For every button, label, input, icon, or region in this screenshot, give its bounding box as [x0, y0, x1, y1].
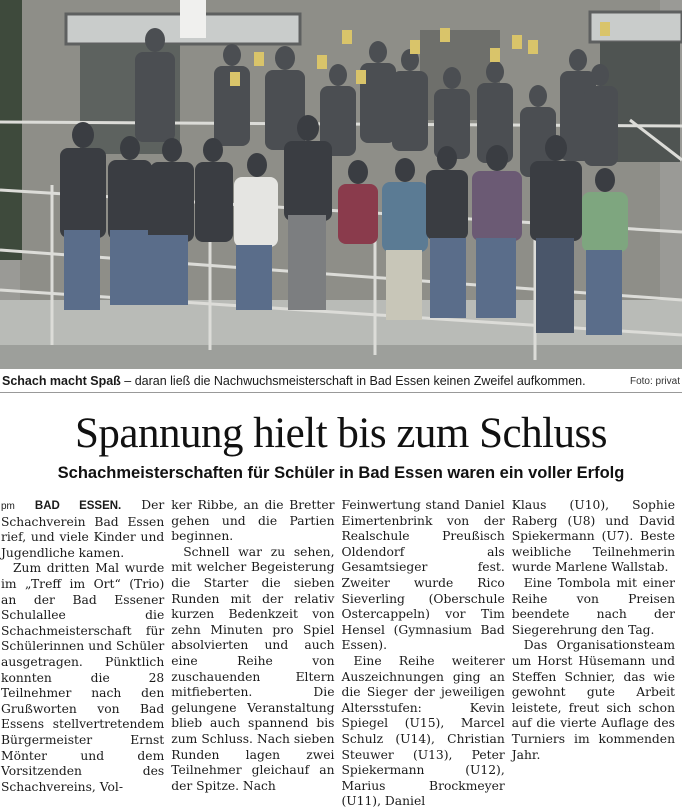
- photo-credit: Foto: privat: [629, 375, 680, 387]
- paragraph: Der Schachverein Bad Essen rief, und viele Kinder und Jugendliche kamen.: [1, 498, 165, 560]
- group-photo-illustration: [0, 0, 682, 369]
- article-body: [1, 498, 681, 809]
- paragraph: Feinwertung stand Daniel Eimertenbrink von der Realschule Preußisch Oldendorf als Gesamtsieger fest. Zweiter wurde Rico Sieverling (Oberschule Ostercappeln) vor Tim Hensel (Gymnasium Bad Essen).: [341, 498, 505, 653]
- paragraph: Klaus (U10), Sophie Raberg (U8) und David Spiekermann (U7). Beste weibliche Teilnehmerin wurde Marlene Wallstab.: [511, 498, 675, 575]
- divider: [0, 392, 682, 393]
- place-name: BAD ESSEN.: [34, 500, 122, 512]
- photo-caption: [2, 372, 680, 390]
- headline: Spannung hielt bis zum Schluss: [74, 410, 608, 457]
- caption-text: [2, 374, 586, 388]
- caption-rest: – daran ließ die Nachwuchsmeisterschaft in Bad Essen keinen Zweifel aufkommen.: [120, 374, 586, 388]
- dateline: pm: [1, 501, 15, 512]
- subheadline: Schachmeisterschaften für Schüler in Bad Essen waren ein voller Erfolg: [57, 464, 625, 482]
- article-column-1: [1, 498, 165, 794]
- paragraph: ker Ribbe, an die Bretter gehen und die Partien beginnen.: [171, 498, 335, 544]
- paragraph: Zum dritten Mal wurde im „Treff im Ort“ (Trio) an der Bad Essener Schulallee die Schachmeisterschaft für Schülerinnen und Schüler ausgetragen. Pünktlich konnten die 28 Teilnehmer nach den Grußworten von Bad Essens stellvertretendem Bürgermeister Ernst Mönter und dem Vorsitzenden des Schachvereins, Vol-: [1, 561, 165, 794]
- caption-bold: Schach macht Spaß: [2, 374, 121, 388]
- article-column-4: [511, 498, 675, 762]
- paragraph: Eine Tombola mit einer Reihe von Preisen beendete nach der Siegerehrung den Tag.: [511, 575, 675, 637]
- article-column-3: [341, 498, 505, 809]
- news-photo: [0, 0, 682, 369]
- paragraph: Das Organisationsteam um Horst Hüsemann und Steffen Schnier, das wie gewohnt gute Arbeit leistete, freut sich schon auf die vierte Auflage des Turniers im kommenden Jahr.: [511, 638, 675, 762]
- paragraph: Schnell war zu sehen, mit welcher Begeisterung die Starter die sieben Runden mit der relativ kurzen Bedenkzeit von zehn Minuten pro Spiel absolvierten und auch eine Reihe von zuschauenden Eltern mitfieberten. Die gelungene Veranstaltung blieb auch spannend bis zum Schluss. Nach sieben Runden lagen zwei Teilnehmer gleichauf an der Spitze. Nach: [171, 544, 335, 793]
- article-column-2: [171, 498, 335, 793]
- paragraph: Eine Reihe weiterer Auszeichnungen ging an die Sieger der jeweiligen Altersstufen: Kevin Spiegel (U15), Marcel Schulz (U14), Christian Steuwer (U13), Peter Spiekermann (U12), Marius Brockmeyer (U11), Daniel: [341, 653, 505, 809]
